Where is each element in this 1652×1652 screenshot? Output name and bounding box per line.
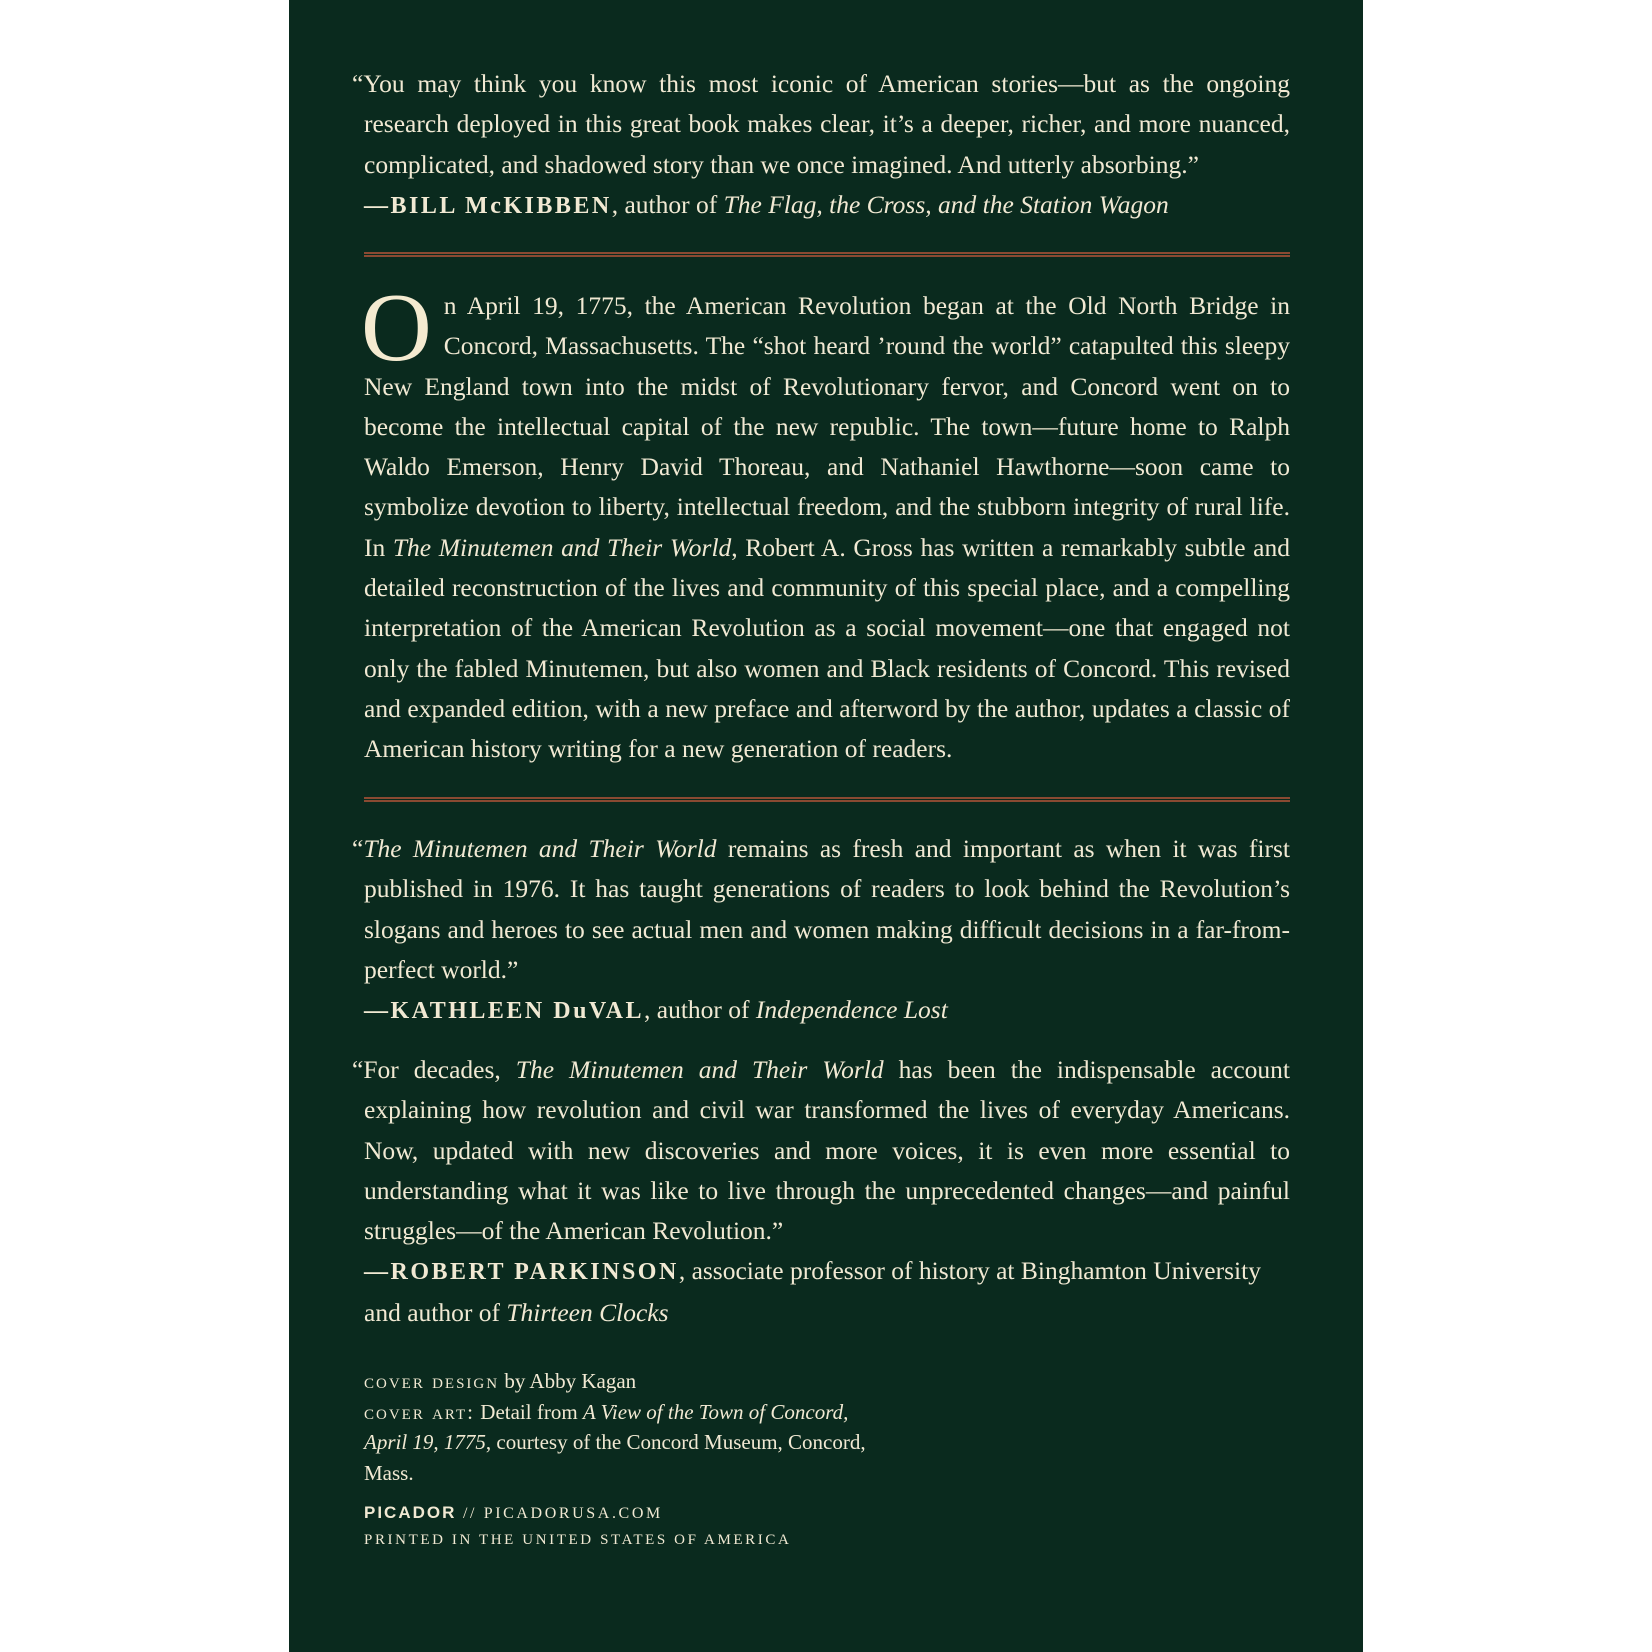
divider-top [364,252,1290,257]
blurb-parkinson [352,1050,1290,1333]
blurb-work-title: Independence Lost [755,995,948,1025]
blurb-text: “The Minutemen and Their World remains as fresh and important as when it was first published in 1976. It has taught generations of readers to look behind the Revolution’s slogans and heroes to see actual men and women making difficult decisions in a far-from-perfect world.” [352,834,1290,984]
blurb-attribution: —ROBERT PARKINSON, associate professor of history at Binghamton University and author of Thirteen Clocks [364,1256,1261,1327]
blurb-attribution: —BILL McKIBBEN, author of The Flag, the Cross, and the Station Wagon [364,189,1169,219]
cover-credits [364,1366,884,1488]
publisher-url: PICADORUSA.COM [483,1505,663,1522]
blurb-author: —BILL McKIBBEN [364,192,612,219]
cover-art-credit: cover art: Detail from A View of the Town of Concord, April 19, 1775, courtesy of the Concord Museum, Concord, Mass. [364,1399,866,1485]
drop-cap: O [361,274,432,382]
printed-in-line: PRINTED IN THE UNITED STATES OF AMERICA [364,1532,792,1548]
blurb-author: —KATHLEEN DuVAL [364,998,645,1025]
publisher-name: PICADOR [364,1503,457,1522]
book-back-cover [289,0,1363,1652]
blurb-mckibben [352,64,1290,226]
blurb-author: —ROBERT PARKINSON [364,1259,679,1286]
blurb-work-title: The Flag, the Cross, and the Station Wagon [723,189,1169,219]
book-description: On April 19, 1775, the American Revolution began at the Old North Bridge in Concord, Massachusetts. The “shot heard ’round the world” catapulted this sleepy New England town into the midst of Revolutionary fervor, and Concord went on to become the intellectual capital of the new republic. The town—future home to Ralph Waldo Emerson, Henry David Thoreau, and Nathaniel Hawthorne—soon came to symbolize devotion to liberty, intellectual freedom, and the stubborn integrity of rural life. In The Minutemen and Their World, Robert A. Gross has written a remarkably subtle and detailed reconstruction of the lives and community of this special place, and a compelling interpretation of the American Revolution as a social movement—one that engaged not only the fabled Minutemen, but also women and Black residents of Concord. This revised and expanded edition, with a new preface and afterword by the author, updates a classic of American history writing for a new generation of readers. [361,274,1290,764]
publisher-line: PICADOR // PICADORUSA.COM [364,1503,663,1522]
blurb-text: “You may think you know this most iconic of American stories—but as the ongoing research deployed in this great book makes clear, it’s a deeper, richer, and more nuanced, complicated, and shadowed story than we once imagined. And utterly absorbing.” [352,69,1290,179]
blurb-text: “For decades, The Minutemen and Their World has been the indispensable account explaining how revolution and civil war transformed the lives of everyday Americans. Now, updated with new discoveries and more voices, it is even more essential to understanding what it was like to live through the unprecedented changes—and painful struggles—of the American Revolution.” [352,1055,1290,1246]
blurb-duval [352,829,1290,1031]
blurb-work-title: Thirteen Clocks [506,1297,669,1327]
book-title: The Minutemen and Their World [392,532,732,562]
blurb-attribution: —KATHLEEN DuVAL, author of Independence Lost [364,995,948,1025]
cover-design-credit: cover design by Abby Kagan [364,1369,637,1393]
divider-bottom [364,797,1290,802]
